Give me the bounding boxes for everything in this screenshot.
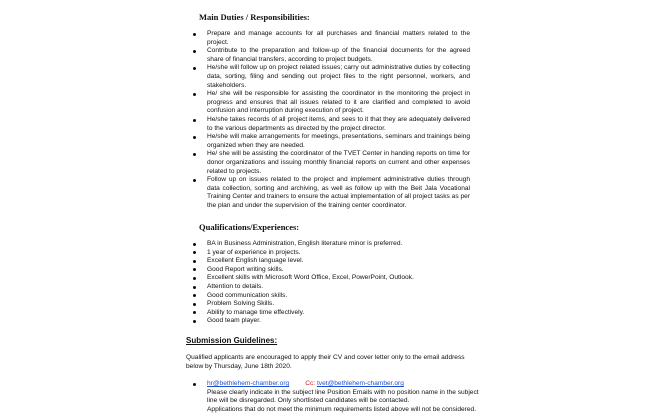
list-item: He/she will make arrangements for meetings, presentations, seminars and trainings being organized when they are needed. <box>191 133 470 150</box>
list-item: Good Report writing skills. <box>191 266 470 275</box>
list-item: He/ she will be assisting the coordinator of the TVET Center in handing reports on time for donor organizations and issuing monthly financial reports on current and other expenses related to projects. <box>191 150 470 176</box>
requirements-note: Applications that do not meet the minimum requirements listed above will not be considered. <box>207 405 477 413</box>
submission-heading: Submission Guidelines: <box>186 336 278 345</box>
submission-intro: Qualified applicants are encouraged to apply their CV and cover letter only to the email address below by Thursday, June 18th 2020. <box>186 354 465 370</box>
list-item: 1 year of experience in projects. <box>191 249 470 258</box>
list-item: Excellent English language level. <box>191 257 470 266</box>
list-item <box>191 380 483 414</box>
primary-email-link[interactable]: hr@bethlehem-chamber.org <box>207 380 290 387</box>
cc-email-link[interactable]: tvet@bethlehem-chamber.org <box>316 380 404 387</box>
qualifications-heading: Qualifications/Experiences: <box>199 222 300 232</box>
list-item: He/she takes records of all project items, and sees to it that they are adequately delivered to the various departments as directed by the project director. <box>191 116 470 133</box>
list-item: He/she will follow up on project related issues; carry out administrative duties by collecting data, sorting, filing and sending out project files to the right personnel, workers, and stakeholders. <box>191 64 470 90</box>
duties-list <box>191 30 470 210</box>
list-item: Ability to manage time effectively. <box>191 309 470 318</box>
subject-line-note: Please clearly indicate in the subject line Position Emails with no position name in the subject line will be disregarded. Only shortlisted candidates will be contacted. <box>207 388 479 405</box>
cc-label: Cc: <box>305 380 316 387</box>
list-item: Follow up on issues related to the project and implement administrative duties through data collection, sorting and archiving, as well as follow up with the Beit Jala Vocational Training Center and trainers to ensure the actual implementation of all project tasks as per the plan and under the supervision of the training center coordinator. <box>191 176 470 210</box>
list-item: He/ she will be responsible for assisting the coordinator in the monitoring the project in progress and ensures that all issues related to it are clarified and completed to avoid confusion and interruption during execution of project. <box>191 90 470 116</box>
list-item: Attention to details. <box>191 283 470 292</box>
list-item: Excellent skills with Microsoft Word Office, Excel, PowerPoint, Outlook. <box>191 274 470 283</box>
list-item: Prepare and manage accounts for all purchases and financial matters related to the project. <box>191 30 470 47</box>
list-item: Problem Solving Skills. <box>191 300 470 309</box>
submission-contact-list <box>191 380 483 414</box>
list-item: Contribute to the preparation and follow-up of the financial documents for the agreed share of financial transfers, according to project budgets. <box>191 47 470 64</box>
qualifications-list <box>191 240 470 326</box>
duties-heading: Main Duties / Responsibilities: <box>199 12 310 22</box>
list-item: Good team player. <box>191 317 470 326</box>
list-item: Good communication skills. <box>191 292 470 301</box>
list-item: BA in Business Administration, English literature minor is preferred. <box>191 240 470 249</box>
